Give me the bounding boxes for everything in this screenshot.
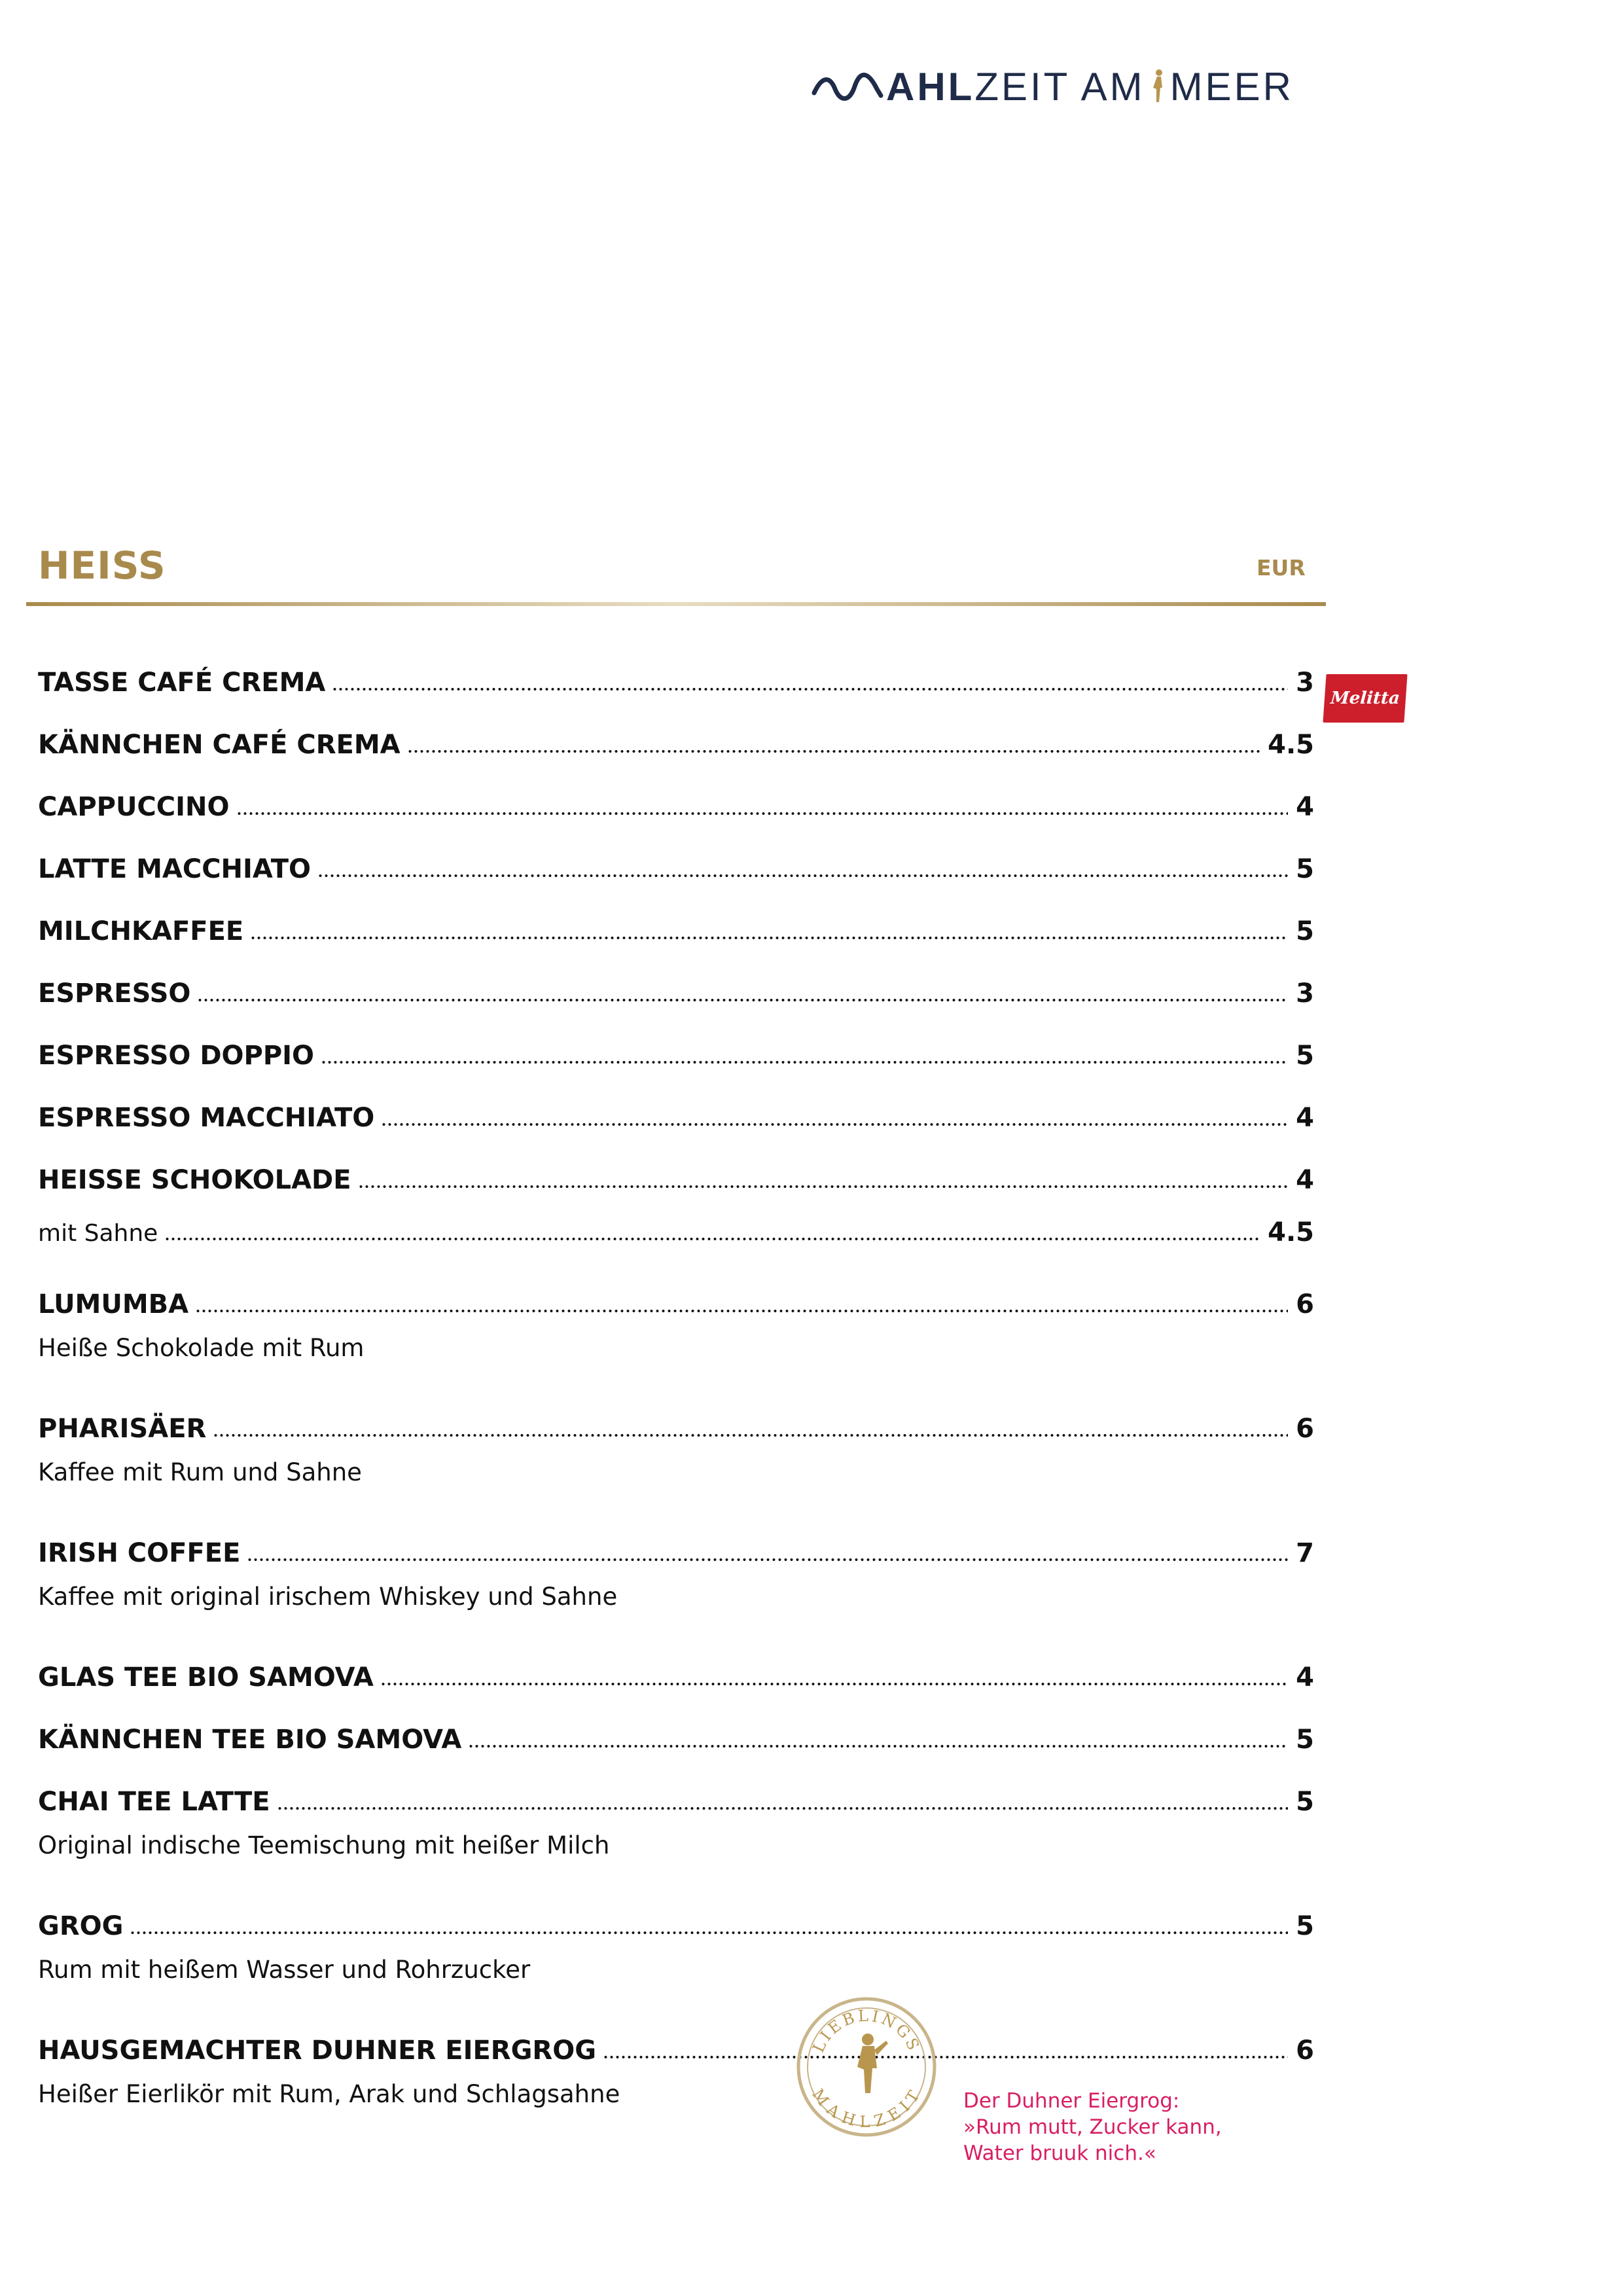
dot-leader [250, 937, 1288, 939]
menu-item-price: 4.5 [1268, 1217, 1314, 1247]
menu-item-price: 5 [1296, 1787, 1314, 1817]
menu-item [38, 730, 1314, 760]
menu-item-price: 4 [1296, 1103, 1314, 1133]
dot-leader [321, 1061, 1288, 1064]
menu-item-name: IRISH COFFEE [38, 1538, 241, 1568]
menu-item-name: KÄNNCHEN TEE BIO SAMOVA [38, 1725, 462, 1755]
dot-leader [407, 750, 1262, 753]
stamp-top-text: LIEBLINGS [809, 2006, 924, 2056]
menu-item-row [38, 792, 1314, 822]
dot-leader [603, 2056, 1288, 2058]
brand-logo [812, 60, 1294, 113]
menu-item-price: 4 [1296, 1165, 1314, 1195]
menu-item-name: ESPRESSO DOPPIO [38, 1041, 315, 1071]
menu-item-description: Rum mit heißem Wasser und Rohrzucker [38, 1956, 531, 1984]
menu-item-row [38, 1787, 1314, 1817]
menu-item-name: HEISSE SCHOKOLADE [38, 1165, 351, 1195]
menu-item-name: CHAI TEE LATTE [38, 1787, 270, 1817]
menu-item [38, 1165, 1314, 1195]
menu-item-row [38, 1041, 1314, 1071]
menu-item-price: 6 [1296, 1414, 1314, 1444]
menu-item-description: Kaffee mit original irischem Whiskey und Sahne [38, 1583, 618, 1611]
menu-item-description: Original indische Teemischung mit heißer Milch [38, 1831, 610, 1859]
menu-item [38, 854, 1314, 884]
dot-leader [358, 1185, 1288, 1188]
menu-item-price: 5 [1296, 1041, 1314, 1071]
menu-item-price: 6 [1296, 1289, 1314, 1319]
dot-leader [332, 688, 1288, 691]
menu-item-row [38, 854, 1314, 884]
logo-part-1: AHL [886, 64, 975, 109]
menu-item-row [38, 668, 1314, 698]
menu-item-price: 5 [1296, 916, 1314, 946]
menu-item-row [38, 916, 1314, 946]
lieblings-mahlzeit-stamp [794, 1995, 938, 2139]
menu-item-price: 5 [1296, 1725, 1314, 1755]
currency-label: EUR [1257, 555, 1306, 581]
menu-item-name: GROG [38, 1911, 124, 1941]
figure-icon [1149, 68, 1166, 105]
menu-item-price: 4 [1296, 792, 1314, 822]
menu-item-price: 5 [1296, 1911, 1314, 1941]
stamp-bottom-text: MAHLZEIT [808, 2085, 925, 2132]
menu-item-row [38, 730, 1314, 760]
dot-leader [130, 1931, 1288, 1934]
menu-item-price: 4.5 [1268, 730, 1314, 760]
menu-item-price: 5 [1296, 854, 1314, 884]
menu-item-price: 3 [1296, 978, 1314, 1009]
menu-item [38, 1217, 1314, 1247]
menu-item [38, 978, 1314, 1009]
dot-leader [197, 999, 1288, 1001]
menu-item [38, 1725, 1314, 1755]
menu-item [38, 916, 1314, 946]
menu-item [38, 668, 1314, 698]
menu-item [38, 1911, 1314, 1984]
dot-leader [213, 1434, 1288, 1437]
menu-item-description: Heißer Eierlikör mit Rum, Arak und Schlagsahne [38, 2080, 620, 2108]
menu-item-row [38, 1538, 1314, 1568]
menu-item [38, 1041, 1314, 1071]
menu-item-row [38, 978, 1314, 1009]
menu-item-description: Heiße Schokolade mit Rum [38, 1334, 365, 1362]
dot-leader [468, 1745, 1288, 1748]
menu-item-price: 3 [1296, 668, 1314, 698]
quote-line-2: »Rum mutt, Zucker kann, [963, 2115, 1222, 2139]
menu-item [38, 1538, 1314, 1611]
menu-item-name: mit Sahne [38, 1220, 158, 1247]
eiergrog-quote [963, 2088, 1222, 2166]
dot-leader [247, 1558, 1288, 1561]
menu-item [38, 1103, 1314, 1133]
menu-item [38, 1289, 1314, 1362]
menu-item-name: MILCHKAFFEE [38, 916, 244, 946]
dot-leader [380, 1683, 1288, 1685]
menu-item-name: PHARISÄER [38, 1414, 207, 1444]
menu-item-row [38, 1103, 1314, 1133]
menu-item [38, 1414, 1314, 1486]
menu-item-price: 4 [1296, 1662, 1314, 1693]
menu-item-row [38, 1217, 1314, 1247]
menu-item-name: ESPRESSO [38, 978, 191, 1009]
menu-item-row [38, 1911, 1314, 1941]
menu-item-price: 7 [1296, 1538, 1314, 1568]
menu-item-description: Kaffee mit Rum und Sahne [38, 1458, 362, 1486]
menu-item-name: TASSE CAFÉ CREMA [38, 668, 326, 698]
dot-leader [277, 1807, 1288, 1810]
menu-item-name: CAPPUCCINO [38, 792, 230, 822]
menu-item-name: LATTE MACCHIATO [38, 854, 312, 884]
menu-item-name: GLAS TEE BIO SAMOVA [38, 1662, 374, 1693]
menu-item [38, 792, 1314, 822]
menu-item-row [38, 1289, 1314, 1319]
menu-item [38, 1662, 1314, 1693]
menu-item-name: LUMUMBA [38, 1289, 189, 1319]
menu-item-row [38, 2036, 1314, 2066]
dot-leader [236, 812, 1289, 815]
dot-leader [317, 874, 1288, 877]
melitta-badge-text: Melitta [1329, 689, 1401, 708]
menu-item [38, 1787, 1314, 1859]
menu-item-row [38, 1725, 1314, 1755]
menu-item-name: ESPRESSO MACCHIATO [38, 1103, 375, 1133]
menu-item-name: HAUSGEMACHTER DUHNER EIERGROG [38, 2036, 597, 2066]
quote-line-3: Water bruuk nich.« [963, 2142, 1156, 2165]
dot-leader [164, 1238, 1261, 1240]
section-divider [26, 602, 1326, 606]
dot-leader [381, 1123, 1288, 1126]
melitta-badge [1323, 674, 1407, 723]
logo-wordmark [886, 64, 1294, 109]
wave-icon [812, 67, 883, 106]
logo-part-3: MEER [1169, 64, 1294, 109]
menu-item-row [38, 1414, 1314, 1444]
menu-item-row [38, 1165, 1314, 1195]
dot-leader [195, 1310, 1288, 1312]
menu-item-price: 6 [1296, 2036, 1314, 2066]
section-title: HEISS [38, 543, 166, 588]
logo-part-2: ZEIT AM [974, 64, 1145, 109]
menu-item-row [38, 1662, 1314, 1693]
quote-line-1: Der Duhner Eiergrog: [963, 2089, 1180, 2113]
menu-item-name: KÄNNCHEN CAFÉ CREMA [38, 730, 401, 760]
